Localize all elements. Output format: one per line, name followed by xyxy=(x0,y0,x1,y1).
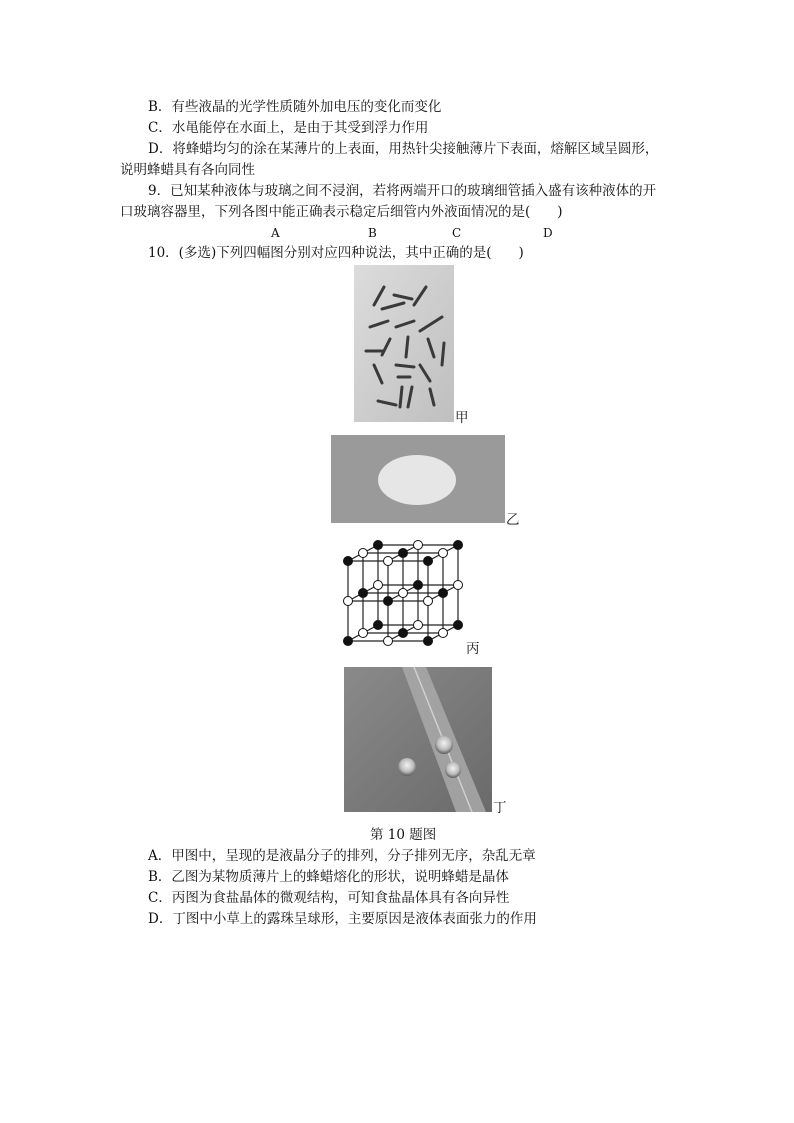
q9-option-d-label: D xyxy=(543,226,553,240)
figure-caption: 第 10 题图 xyxy=(370,827,437,843)
answer-option-d: D．丁图中小草上的露珠呈球形，主要原因是液体表面张力的作用 xyxy=(148,911,537,927)
figure-yi-wax-melting-photo xyxy=(331,435,505,523)
figure-jia-liquid-crystal-photo xyxy=(354,265,454,422)
figure-ding-label: 丁 xyxy=(493,800,507,816)
q9-option-b-label: B xyxy=(368,226,377,240)
option-d-text-line2: 说明蜂蜡具有各向同性 xyxy=(120,162,255,178)
question-10-stem: 10．(多选)下列四幅图分别对应四种说法，其中正确的是( ) xyxy=(148,245,524,261)
answer-option-c: C．丙图为食盐晶体的微观结构，可知食盐晶体具有各向异性 xyxy=(148,890,510,906)
answer-option-b: B．乙图为某物质薄片上的蜂蜡熔化的形状，说明蜂蜡是晶体 xyxy=(148,869,509,885)
figure-jia-label: 甲 xyxy=(455,410,469,426)
answer-option-a: A．甲图中，呈现的是液晶分子的排列，分子排列无序，杂乱无章 xyxy=(148,848,536,864)
figure-ding-dewdrop-photo xyxy=(344,667,492,812)
question-9-line2: 口玻璃容器里，下列各图中能正确表示稳定后细管内外液面情况的是( ) xyxy=(120,204,563,220)
question-9-line1: 9．已知某种液体与玻璃之间不浸润，若将两端开口的玻璃细管插入盛有该种液体的开 xyxy=(148,183,657,199)
option-b-text: B．有些液晶的光学性质随外加电压的变化而变化 xyxy=(148,99,442,115)
option-d-text-line1: D．将蜂蜡均匀的涂在某薄片的上表面，用热针尖接触薄片下表面，熔解区域呈圆形， xyxy=(148,141,659,157)
figure-bing-label: 丙 xyxy=(466,641,480,657)
option-c-text: C．水黾能停在水面上，是由于其受到浮力作用 xyxy=(148,120,429,136)
figure-bing-salt-lattice-diagram xyxy=(343,537,468,655)
q9-option-c-label: C xyxy=(452,226,462,240)
q9-option-a-label: A xyxy=(271,226,280,240)
figure-yi-label: 乙 xyxy=(506,512,520,528)
